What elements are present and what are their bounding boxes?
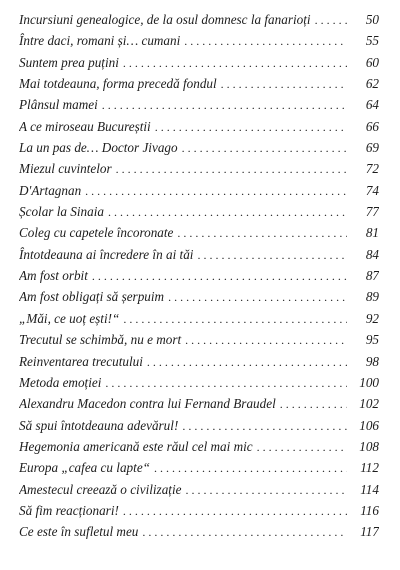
toc-entry bbox=[19, 289, 379, 310]
toc-entry-title: La un pas de… Doctor Jivago bbox=[19, 140, 182, 156]
toc-entry-title: Școlar la Sinaia bbox=[19, 204, 108, 220]
toc-entry-title: Suntem prea puțini bbox=[19, 55, 123, 71]
toc-entry bbox=[19, 439, 379, 460]
dot-leader bbox=[185, 333, 347, 348]
dot-leader bbox=[184, 34, 347, 49]
toc-entry bbox=[19, 204, 379, 225]
toc-entry-title: Să fim reacționari! bbox=[19, 503, 123, 519]
toc-entry-page: 60 bbox=[347, 55, 379, 71]
toc-entry-page: 77 bbox=[347, 204, 379, 220]
toc-entry-title: Trecutul se schimbă, nu e mort bbox=[19, 332, 185, 348]
dot-leader bbox=[92, 269, 347, 284]
toc-entry-title: D'Artagnan bbox=[19, 183, 85, 199]
toc-entry-page: 106 bbox=[347, 418, 379, 434]
toc-entry-page: 89 bbox=[347, 289, 379, 305]
toc-entry-title: A ce miroseau Bucureștii bbox=[19, 119, 155, 135]
dot-leader bbox=[155, 120, 347, 135]
table-of-contents bbox=[19, 12, 379, 546]
dot-leader bbox=[85, 184, 347, 199]
toc-entry bbox=[19, 418, 379, 439]
toc-entry-page: 50 bbox=[347, 12, 379, 28]
toc-entry bbox=[19, 354, 379, 375]
dot-leader bbox=[123, 312, 347, 327]
toc-entry-title: Ce este în sufletul meu bbox=[19, 524, 142, 540]
dot-leader bbox=[280, 397, 347, 412]
dot-leader bbox=[154, 461, 347, 476]
toc-entry-page: 81 bbox=[347, 225, 379, 241]
toc-entry-title: Mai totdeauna, forma precedă fondul bbox=[19, 76, 221, 92]
toc-entry-title: Plânsul mamei bbox=[19, 97, 102, 113]
dot-leader bbox=[221, 77, 347, 92]
toc-entry bbox=[19, 332, 379, 353]
toc-entry-title: Amestecul creează o civilizație bbox=[19, 482, 185, 498]
dot-leader bbox=[197, 248, 347, 263]
toc-entry bbox=[19, 33, 379, 54]
toc-entry-page: 87 bbox=[347, 268, 379, 284]
dot-leader bbox=[168, 290, 347, 305]
dot-leader bbox=[123, 504, 347, 519]
toc-entry-title: Am fost obligați să șerpuim bbox=[19, 289, 168, 305]
toc-entry bbox=[19, 268, 379, 289]
toc-entry-page: 116 bbox=[347, 503, 379, 519]
toc-entry bbox=[19, 183, 379, 204]
toc-entry bbox=[19, 161, 379, 182]
toc-entry-title: Coleg cu capetele încoronate bbox=[19, 225, 177, 241]
toc-entry bbox=[19, 311, 379, 332]
toc-entry bbox=[19, 225, 379, 246]
dot-leader bbox=[116, 162, 347, 177]
dot-leader bbox=[108, 205, 347, 220]
toc-entry bbox=[19, 97, 379, 118]
toc-entry-title: Între daci, romani și… cumani bbox=[19, 33, 184, 49]
toc-entry-page: 112 bbox=[347, 460, 379, 476]
toc-entry-title: Incursiuni genealogice, de la osul domnesc la fanarioți bbox=[19, 12, 315, 28]
toc-entry-page: 100 bbox=[347, 375, 379, 391]
dot-leader bbox=[123, 56, 347, 71]
toc-entry-title: „Măi, ce uoț ești!“ bbox=[19, 311, 123, 327]
toc-entry bbox=[19, 247, 379, 268]
toc-entry-page: 74 bbox=[347, 183, 379, 199]
toc-entry-page: 102 bbox=[347, 396, 379, 412]
toc-entry-title: Metoda emoției bbox=[19, 375, 105, 391]
toc-entry bbox=[19, 396, 379, 417]
toc-entry-page: 55 bbox=[347, 33, 379, 49]
toc-entry bbox=[19, 503, 379, 524]
toc-entry-page: 66 bbox=[347, 119, 379, 135]
toc-entry-title: Reinventarea trecutului bbox=[19, 354, 147, 370]
dot-leader bbox=[185, 483, 347, 498]
toc-entry-page: 108 bbox=[347, 439, 379, 455]
toc-entry bbox=[19, 140, 379, 161]
dot-leader bbox=[177, 226, 347, 241]
toc-entry bbox=[19, 12, 379, 33]
dot-leader bbox=[315, 13, 347, 28]
toc-entry-page: 114 bbox=[347, 482, 379, 498]
toc-entry-page: 98 bbox=[347, 354, 379, 370]
dot-leader bbox=[182, 419, 347, 434]
toc-entry-title: Să spui întotdeauna adevărul! bbox=[19, 418, 182, 434]
toc-entry-page: 95 bbox=[347, 332, 379, 348]
dot-leader bbox=[102, 98, 347, 113]
toc-entry bbox=[19, 524, 379, 545]
toc-entry-title: Europa „cafea cu lapte“ bbox=[19, 460, 154, 476]
dot-leader bbox=[105, 376, 347, 391]
toc-entry-page: 62 bbox=[347, 76, 379, 92]
dot-leader bbox=[142, 525, 347, 540]
toc-entry-title: Miezul cuvintelor bbox=[19, 161, 116, 177]
toc-entry-page: 64 bbox=[347, 97, 379, 113]
toc-entry-title: Întotdeauna ai încredere în ai tăi bbox=[19, 247, 197, 263]
toc-entry bbox=[19, 460, 379, 481]
toc-entry-page: 69 bbox=[347, 140, 379, 156]
dot-leader bbox=[182, 141, 347, 156]
toc-entry-page: 72 bbox=[347, 161, 379, 177]
toc-entry-page: 117 bbox=[347, 524, 379, 540]
toc-entry-page: 84 bbox=[347, 247, 379, 263]
toc-entry-title: Am fost orbit bbox=[19, 268, 92, 284]
dot-leader bbox=[257, 440, 347, 455]
toc-entry-title: Alexandru Macedon contra lui Fernand Braudel bbox=[19, 396, 280, 412]
dot-leader bbox=[147, 355, 347, 370]
toc-entry bbox=[19, 375, 379, 396]
toc-entry-title: Hegemonia americană este răul cel mai mic bbox=[19, 439, 257, 455]
toc-entry bbox=[19, 76, 379, 97]
toc-entry bbox=[19, 55, 379, 76]
toc-entry bbox=[19, 482, 379, 503]
toc-entry bbox=[19, 119, 379, 140]
toc-entry-page: 92 bbox=[347, 311, 379, 327]
